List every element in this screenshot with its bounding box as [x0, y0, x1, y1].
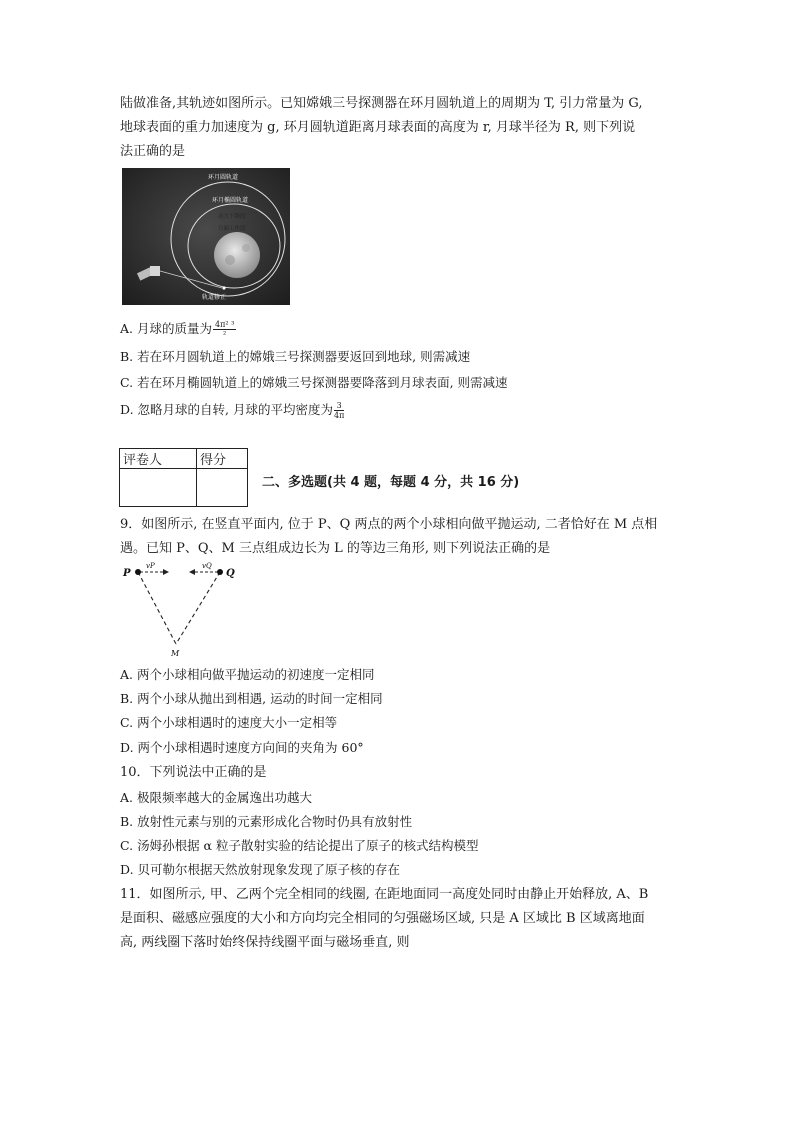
score-table [119, 448, 248, 507]
q8-option-c: C. 若在环月椭圆轨道上的嫦娥三号探测器要降落到月球表面, 则需减速 [120, 375, 508, 390]
label-vp: vP [146, 562, 155, 570]
q10-option-a: A. 极限频率越大的金属逸出功越大 [120, 790, 312, 805]
label-m: M [171, 649, 180, 658]
section-2-title: 二、多选题(共 4 题，每题 4 分，共 16 分) [262, 475, 520, 490]
moon-crater [225, 255, 235, 265]
orbit-figure-background [122, 168, 290, 305]
grader-cell[interactable] [120, 469, 197, 507]
q8-stem-line-3: 法正确的是 [120, 144, 186, 159]
q8-stem-line-2: 地球表面的重力加速度为 g, 环月圆轨道距离月球表面的高度为 r, 月球半径为 R, 则下列说 [120, 120, 636, 135]
fraction-numerator: 4π² ³ [214, 320, 235, 329]
label-orbit-correction: 轨道修正 [202, 294, 227, 301]
label-q: Q [226, 568, 235, 579]
q9-option-c: C. 两个小球相遇时的速度大小一定相等 [120, 715, 338, 730]
ball-q [217, 569, 223, 575]
fraction-denominator: 4π [333, 411, 345, 420]
q8-option-a [120, 320, 236, 339]
q9-option-d: D. 两个小球相遇时速度方向间的夹角为 60° [120, 740, 364, 755]
fraction-numerator: 3 [334, 401, 344, 411]
q11-stem-line-3: 高, 两线圈下落时始终保持线圈平面与磁场垂直, 则 [120, 935, 410, 950]
grader-header: 评卷人 [120, 449, 197, 469]
q8-option-b: B. 若在环月圆轨道上的嫦娥三号探测器要返回到地球, 则需减速 [120, 349, 471, 364]
moon-crater [242, 244, 250, 252]
q8-option-a-text: A. 月球的质量为 [120, 321, 212, 336]
q10-stem: 10．下列说法中正确的是 [120, 765, 267, 780]
q8-option-a-fraction [213, 320, 236, 339]
q8-option-d-text: D. 忽略月球的自转, 月球的平均密度为 [120, 402, 333, 417]
score-header: 得分 [197, 449, 248, 469]
correction-point [222, 286, 225, 289]
line-qm [176, 572, 220, 644]
q9-option-a: A. 两个小球相向做平抛运动的初速度一定相同 [120, 667, 375, 682]
label-circular-orbit: 环月圆轨道 [208, 174, 239, 181]
q10-option-d: D. 贝可勒尔根据天然放射现象发现了原子核的存在 [120, 862, 401, 877]
q8-option-d-fraction [334, 401, 344, 420]
moon [214, 232, 260, 278]
label-surface-work: 月面工作段 [218, 226, 246, 232]
q11-stem-line-2: 是面积、磁感应强度的大小和方向均完全相同的匀强磁场区域, 只是 A 区域比 B 区域离地面 [120, 911, 645, 926]
triangle-figure [118, 560, 242, 658]
q11-stem-line-1: 11．如图所示, 甲、乙两个完全相同的线圈, 在距地面同一高度处同时由静止开始释放, A、B [120, 887, 649, 902]
label-powered-descent: 动力下降段 [218, 214, 246, 220]
label-elliptical-orbit: 环月椭圆轨道 [212, 197, 249, 204]
score-cell[interactable] [197, 469, 248, 507]
q10-option-b: B. 放射性元素与别的元素形成化合物时仍具有放射性 [120, 814, 413, 829]
q10-option-c: C. 汤姆孙根据 α 粒子散射实验的结论提出了原子的核式结构模型 [120, 838, 479, 853]
fraction-denominator: ² [223, 330, 227, 339]
label-p: P [123, 568, 131, 579]
line-pm [138, 572, 176, 644]
q8-option-d [120, 401, 344, 420]
ball-p [135, 569, 141, 575]
q8-stem-line-1: 陆做准备,其轨迹如图所示。已知嫦娥三号探测器在环月圆轨道上的周期为 T, 引力常量为 G, [120, 96, 643, 111]
label-vq: vQ [202, 562, 212, 570]
orbit-figure [122, 168, 290, 305]
q9-stem-line-2: 遇。已知 P、Q、M 三点组成边长为 L 的等边三角形, 则下列说法正确的是 [120, 541, 551, 556]
q9-stem-line-1: 9．如图所示, 在竖直平面内, 位于 P、Q 两点的两个小球相向做平抛运动, 二者恰好在 M 点相 [120, 517, 658, 532]
q9-option-b: B. 两个小球从抛出到相遇, 运动的时间一定相同 [120, 691, 383, 706]
